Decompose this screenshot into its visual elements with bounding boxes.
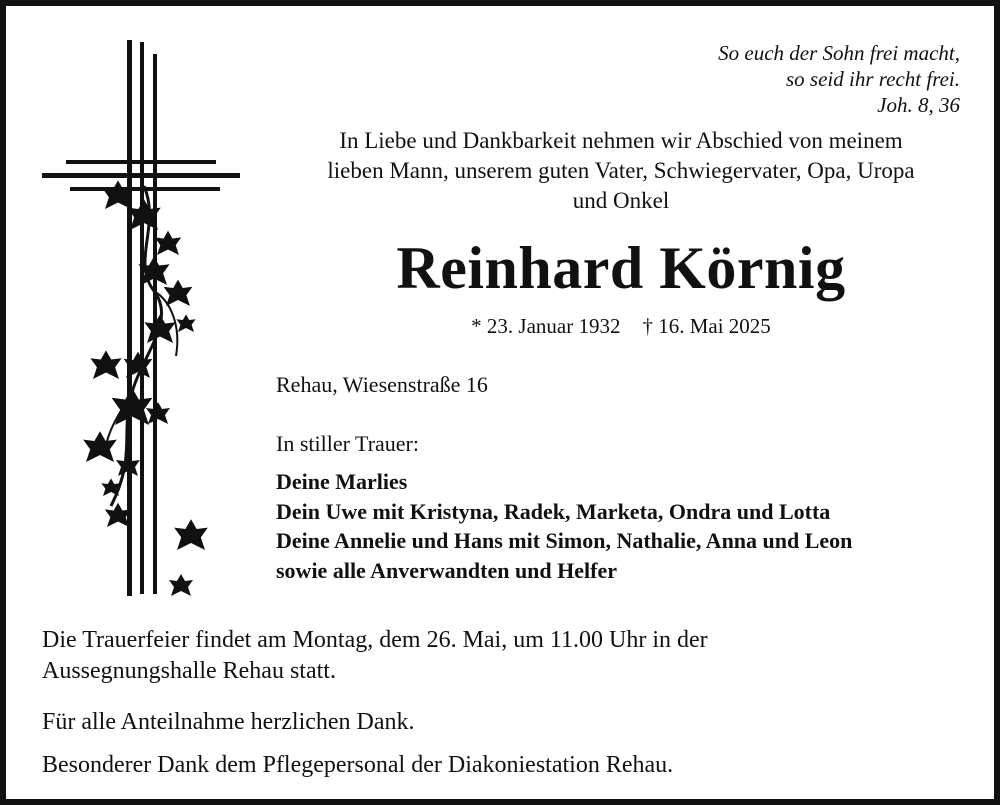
address: Rehau, Wiesenstraße 16 (276, 372, 488, 397)
mourner-line: Deine Marlies (276, 469, 408, 494)
mourner-line: sowie alle Anverwandten und Helfer (276, 557, 617, 583)
life-dates (268, 312, 974, 340)
birth-date: * 23. Januar 1932 (471, 314, 621, 338)
deceased-name: Reinhard Körnig (396, 235, 846, 301)
intro-line-2: lieben Mann, unserem guten Vater, Schwiegervater, Opa, Uropa (327, 158, 915, 183)
verse-line-1: So euch der Sohn frei macht, (718, 41, 960, 65)
thanks-line-2: Besonderer Dank dem Pflegepersonal der Diakoniestation Rehau. (42, 752, 674, 778)
intro-line-3: und Onkel (572, 188, 670, 213)
mourner-line: Dein Uwe mit Kristyna, Radek, Marketa, Ondra und Lotta (276, 498, 831, 524)
ivy-cross-icon (36, 36, 251, 606)
verse-reference: Joh. 8, 36 (877, 93, 960, 117)
thanks-line-1: Für alle Anteilnahme herzlichen Dank. (42, 709, 415, 735)
intro-line-1: In Liebe und Dankbarkeit nehmen wir Abschied von meinem (339, 128, 903, 153)
death-date: † 16. Mai 2025 (642, 314, 771, 338)
mourner-line: Deine Annelie und Hans mit Simon, Nathalie, Anna und Leon (276, 528, 853, 553)
mourning-label: In stiller Trauer: (276, 431, 419, 456)
verse-line-2: so seid ihr recht frei. (785, 67, 960, 91)
funeral-line-1: Die Trauerfeier findet am Montag, dem 26. Mai, um 11.00 Uhr in der (42, 627, 708, 653)
intro-text (268, 126, 974, 216)
funeral-line-2: Aussegnungshalle Rehau statt. (42, 658, 336, 684)
bible-verse (540, 40, 960, 118)
mourners-list (276, 467, 852, 585)
funeral-notice (42, 625, 708, 687)
